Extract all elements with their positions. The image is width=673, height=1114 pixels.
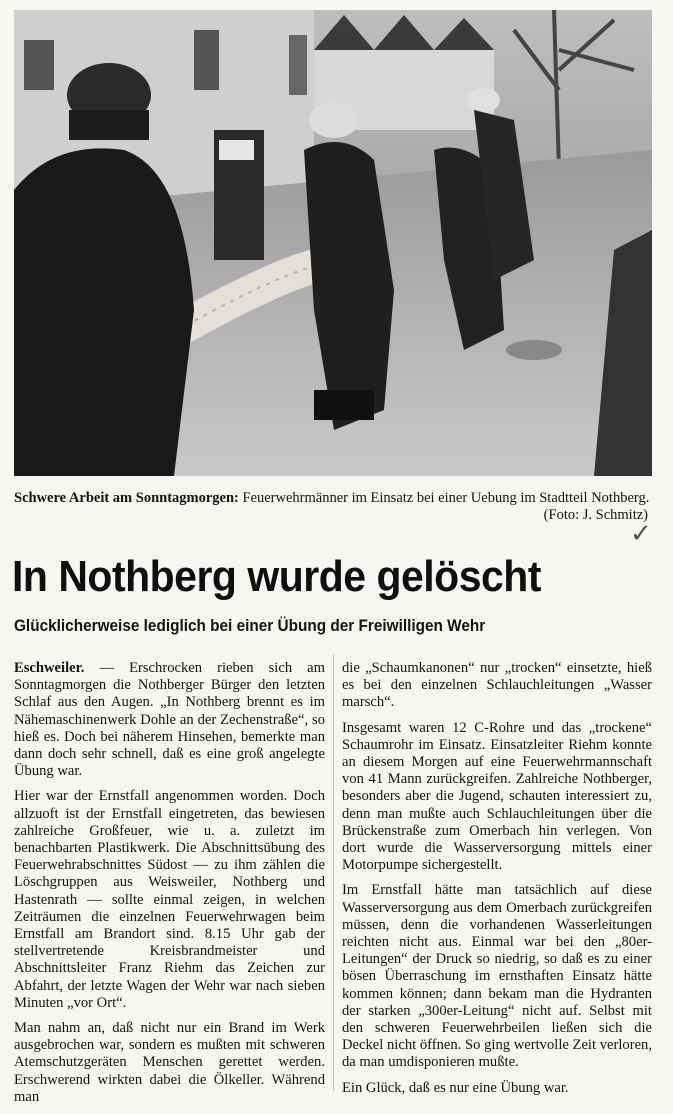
subheadline: Glücklicherweise lediglich bei einer Übung der Freiwilligen Wehr — [14, 617, 486, 635]
caption-text: Feuerwehrmänner im Einsatz bei einer Uebung im Stadtteil Nothberg. — [238, 490, 650, 506]
paragraph: Hier war der Ernstfall angenommen worden. Doch allzuoft ist der Ernstfall eingetreten, das bewiesen zahlreiche Großfeuer, wie u. a. zuletzt im benachbarten Plastikwerk. Die Abschnittsübung des Feuerwehrabschnittes Südost — zu ihm zählen die Löschgruppen aus Weisweiler, Nothberg und Hastenrath — sollte einmal zeigen, in welchen Zeiträumen die einzelnen Feuerwehrwagen beim Ernstfall am Brandort sind. 8.15 Uhr gab der stellvertretende Kreisbrandmeister und Abschnittsleiter Franz Riehm das Zeichen zur Abfahrt, der letzte Wagen der Wehr war nach sieben Minuten „vor Ort“. — [14, 788, 325, 1011]
paragraph-text: — Erschrocken rieben sich am Sonntagmorgen die Nothberger Bürger den letzten Schlaf aus den Augen. „In Nothberg brennt es im Nähemaschinenwerk Dohle an der Zechenstraße“, so hieß es. Doch bei näherem Hinsehen, bemerkte man dann doch sehr schnell, daß es eine groß angelegte Übung war. — [14, 660, 325, 780]
paragraph: Ein Glück, daß es nur eine Übung war. — [342, 1079, 569, 1096]
photo-illustration — [14, 10, 652, 476]
paragraph — [14, 660, 325, 780]
article-column-right — [342, 660, 652, 1105]
article-column-left — [14, 660, 325, 1114]
firefighters-photo — [14, 10, 652, 476]
dateline: Eschweiler. — [14, 660, 85, 676]
paragraph: Man nahm an, daß nicht nur ein Brand im Werk ausgebrochen war, sondern es mußten mit schweren Atemschutzgeräten Menschen gerettet werden. Erschwerend wirkten dabei die Ölkeller. Während man — [14, 1020, 325, 1105]
headline: In Nothberg wurde gelöscht — [12, 552, 541, 601]
paragraph: die „Schaumkanonen“ nur „trocken“ einsetzte, hieß es bei den einzelnen Schlauchleitungen „Wasser marsch“. — [342, 660, 652, 711]
paragraph: Im Ernstfall hätte man tatsächlich auf diese Wasserversorgung aus dem Omerbach zurückgreifen müssen, denn die vorhandenen Wasserleitungen reichten nicht aus. Einmal war bei den „80er-Leitungen“ der Druck so niedrig, so daß es zu einer bösen Überraschung im ernsthaften Einsatz hätte kommen können; dann bekam man die Hydranten der starken „300er-Leitung“ nicht auf. Selbst mit den schweren Feuerwehrbeilen ließen sich die Deckel nicht öffnen. So ging wertvolle Zeit verloren, da man umdisponieren mußte. — [342, 882, 652, 1071]
caption-bold: Schwere Arbeit am Sonntagmorgen: — [14, 490, 239, 506]
paragraph: Insgesamt waren 12 C-Rohre und das „trockene“ Schaumrohr im Einsatz. Einsatzleiter Riehm konnte an diesem Morgen auf eine Feuerwehrmannschaft von 41 Mann zurückgreifen. Zahlreiche Nothberger, besonders aber die Jugend, schauten interessiert zu, denn man mußte auch Schlauchleitungen über die Brückenstraße zum Omerbach hin verlegen. Von dort wurde die Wasserversorgung mittels einer Motorpumpe sichergestellt. — [342, 719, 652, 874]
photo-caption — [14, 490, 650, 523]
checkmark-icon: ✓ — [630, 519, 652, 549]
column-divider — [333, 655, 334, 1091]
photo-credit: (Foto: J. Schmitz) — [543, 507, 648, 523]
